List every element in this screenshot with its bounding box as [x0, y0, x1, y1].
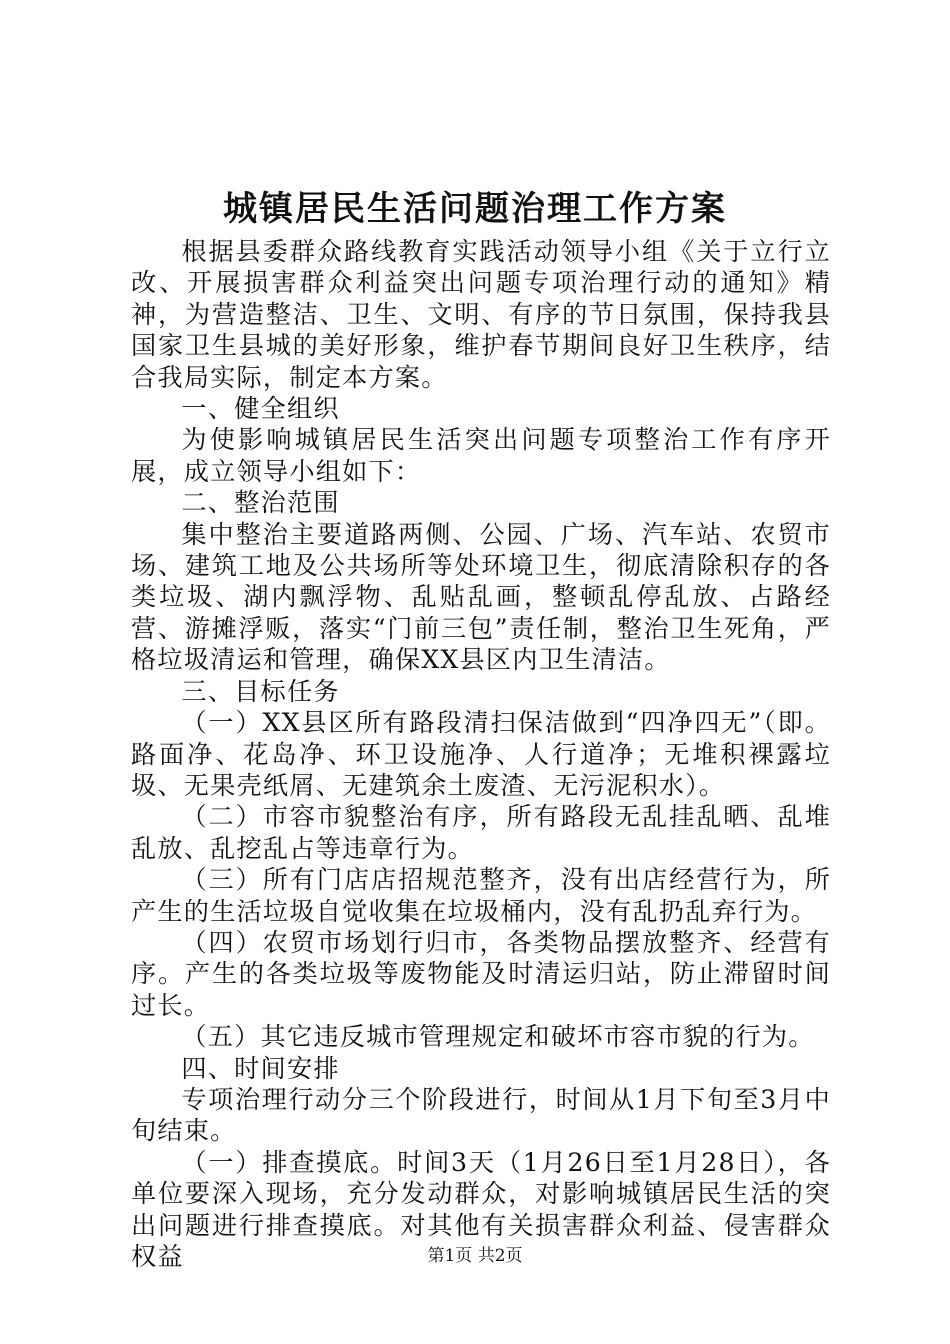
section-heading-4: 四、时间安排 — [181, 1053, 340, 1083]
page-footer: 第1页 共2页 — [427, 1246, 523, 1266]
section-heading-1: 一、健全组织 — [181, 394, 340, 424]
document-title: 城镇居民生活问题治理工作方案 — [223, 189, 727, 229]
document-body — [131, 236, 831, 1272]
section-heading-3: 三、目标任务 — [181, 676, 340, 706]
list-item: （一）排查摸底。时间3天（1月26日至1月28日），各单位要深入现场，充分发动群众，对影响城镇居民生活的突出问题进行排查摸底。对其他有关损害群众利益、侵害群众权益 — [131, 1147, 831, 1271]
paragraph: 集中整治主要道路两侧、公园、广场、汽车站、农贸市场、建筑工地及公共场所等处环境卫生，彻底清除积存的各类垃圾、湖内飘浮物、乱贴乱画，整顿乱停乱放、占路经营、游摊浮贩，落实“门前三包”责任制，整治卫生死角，严格垃圾清运和管理，确保XX县区内卫生清洁。 — [131, 519, 831, 675]
paragraph-intro: 根据县委群众路线教育实践活动领导小组《关于立行立改、开展损害群众利益突出问题专项治理行动的通知》精神，为营造整洁、卫生、文明、有序的节日氛围，保持我县国家卫生县城的美好形象，维护春节期间良好卫生秩序，结合我局实际，制定本方案。 — [131, 237, 831, 392]
list-item: （四）农贸市场划行归市，各类物品摆放整齐、经营有序。产生的各类垃圾等废物能及时清运归站，防止滞留时间过长。 — [131, 927, 831, 1020]
paragraph: 专项治理行动分三个阶段进行，时间从1月下旬至3月中旬结束。 — [131, 1084, 831, 1146]
section-heading-2: 二、整治范围 — [181, 488, 340, 518]
list-item: （三）所有门店店招规范整齐，没有出店经营行为，所产生的生活垃圾自觉收集在垃圾桶内，没有乱扔乱弃行为。 — [131, 865, 831, 926]
paragraph: 为使影响城镇居民生活突出问题专项整治工作有序开展，成立领导小组如下： — [131, 425, 831, 486]
list-item: （二）市容市貌整治有序，所有路段无乱挂乱晒、乱堆乱放、乱挖乱占等违章行为。 — [131, 802, 831, 863]
list-item: （五）其它违反城市管理规定和破坏市容市貌的行为。 — [181, 1022, 815, 1052]
list-item: （一）XX县区所有路段清扫保洁做到“四净四无”（即。路面净、花岛净、环卫设施净、人行道净；无堆积裸露垃圾、无果壳纸屑、无建筑余土废渣、无污泥积水）。 — [131, 708, 831, 800]
